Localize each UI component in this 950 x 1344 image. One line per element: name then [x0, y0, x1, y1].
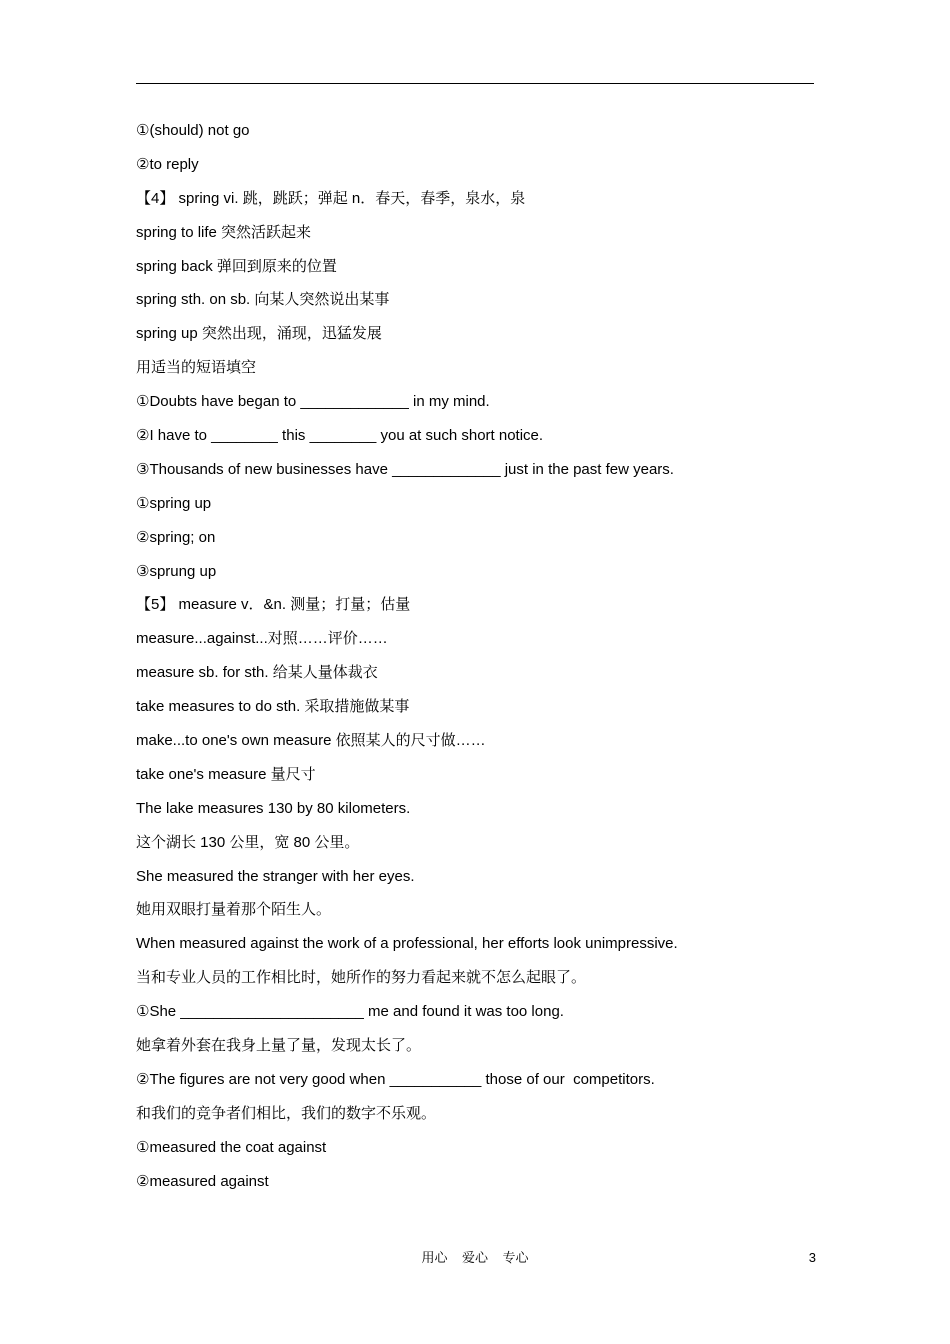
answer-line: ③sprung up	[136, 562, 217, 580]
example-translation: 她用双眼打量着那个陌生人。	[136, 901, 332, 919]
answer-line: ②spring; on	[136, 528, 216, 546]
example-translation: 当和专业人员的工作相比时，她所作的努力看起来就不怎么起眼了。	[136, 969, 587, 987]
page-number: 3	[808, 1250, 816, 1265]
text-line: spring to life 突然活跃起来	[136, 223, 312, 241]
example-translation: 她拿着外套在我身上量了量，发现太长了。	[136, 1037, 422, 1055]
text-line: take measures to do sth. 采取措施做某事	[136, 698, 410, 716]
exercise-item: ①Doubts have began to _____________ in my mind.	[136, 393, 490, 411]
section-heading: 【4】 spring vi. 跳，跳跃；弹起 n．春天，春季，泉水，泉	[136, 189, 526, 207]
footer-motto: 用心 爱心 专心	[421, 1250, 529, 1265]
document-body	[136, 121, 816, 1206]
text-line: measure sb. for sth. 给某人量体裁衣	[136, 664, 378, 682]
header-rule	[136, 83, 814, 84]
text-line: ①(should) not go	[136, 122, 250, 139]
exercise-item: ③Thousands of new businesses have _____________ just in the past few years.	[136, 460, 674, 478]
text-line: take one's measure 量尺寸	[136, 765, 316, 783]
text-line: spring up 突然出现，涌现，迅猛发展	[136, 325, 382, 343]
section-heading: 【5】 measure v．&n. 测量；打量；估量	[136, 596, 411, 614]
example-sentence: She measured the stranger with her eyes.	[136, 867, 415, 885]
example-translation: 这个湖长 130 公里，宽 80 公里。	[136, 833, 360, 851]
answer-line: ①spring up	[136, 494, 212, 512]
text-line: spring back 弹回到原来的位置	[136, 257, 337, 275]
text-line: measure...against...对照……评价……	[136, 630, 388, 648]
exercise-item: ②The figures are not very good when ___________ those of our competitors.	[136, 1070, 655, 1088]
answer-line: ①measured the coat against	[136, 1138, 327, 1156]
text-line: spring sth. on sb. 向某人突然说出某事	[136, 291, 390, 309]
example-sentence: The lake measures 130 by 80 kilometers.	[136, 799, 411, 817]
answer-line: ②measured against	[136, 1172, 269, 1190]
example-translation: 和我们的竞争者们相比，我们的数字不乐观。	[136, 1104, 437, 1122]
exercise-item: ①She ______________________ me and found it was too long.	[136, 1003, 564, 1021]
text-line: ②to reply	[136, 155, 199, 173]
exercise-instruction: 用适当的短语填空	[136, 359, 257, 377]
text-line: make...to one's own measure 依照某人的尺寸做……	[136, 732, 486, 750]
example-sentence: When measured against the work of a professional, her efforts look unimpressive.	[136, 935, 678, 953]
exercise-item: ②I have to ________ this ________ you at such short notice.	[136, 427, 544, 445]
